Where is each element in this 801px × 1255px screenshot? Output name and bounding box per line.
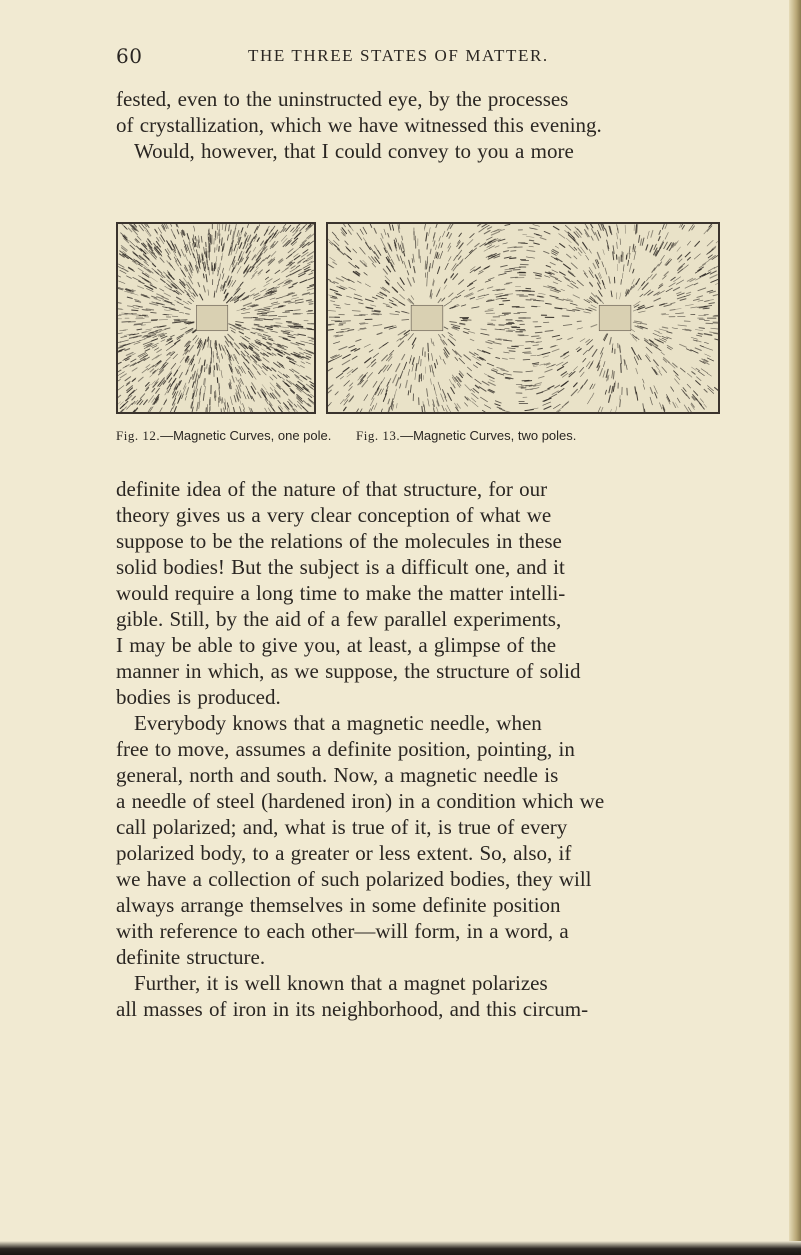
page-number: 60 — [116, 44, 143, 68]
text-line: I may be able to give you, at least, a glimpse of the — [116, 633, 557, 657]
text-line: we have a collection of such polarized bodies, they will — [116, 867, 592, 891]
text-line: polarized body, to a greater or less extent. So, also, if — [116, 841, 572, 865]
iron-filings-pattern — [328, 224, 718, 412]
page-edge — [789, 0, 801, 1255]
text-line: solid bodies! But the subject is a difficult one, and it — [116, 555, 565, 579]
figure-group — [116, 222, 720, 448]
text-line: all masses of iron in its neighborhood, and this circum- — [116, 997, 589, 1021]
text-line: always arrange themselves in some definite position — [116, 893, 561, 917]
text-line: with reference to each other—will form, in a word, a — [116, 919, 569, 943]
paragraph-main — [116, 476, 728, 1022]
text-line: fested, even to the uninstructed eye, by the processes — [116, 87, 569, 111]
magnet-pole — [196, 305, 227, 330]
text-line: definite structure. — [116, 945, 266, 969]
text-line: a needle of steel (hardened iron) in a condition which we — [116, 789, 605, 813]
magnetic-curves-two-poles-illustration — [326, 222, 720, 414]
figure-13-caption — [356, 428, 576, 444]
text-line: free to move, assumes a definite position, pointing, in — [116, 737, 575, 761]
running-header — [116, 44, 728, 74]
text-line: Would, however, that I could convey to you a more — [134, 139, 574, 163]
running-title: THE THREE STATES OF MATTER. — [248, 46, 549, 65]
text-line: of crystallization, which we have witnessed this evening. — [116, 113, 602, 137]
text-line: Further, it is well known that a magnet polarizes — [134, 971, 548, 995]
text-line: general, north and south. Now, a magnetic needle is — [116, 763, 559, 787]
text-line: gible. Still, by the aid of a few parallel experiments, — [116, 607, 562, 631]
paragraph-top — [116, 86, 728, 164]
text-line: manner in which, as we suppose, the structure of solid — [116, 659, 581, 683]
figure-12-caption-text: —Magnetic Curves, one pole. — [160, 428, 332, 443]
magnetic-curves-one-pole-illustration — [116, 222, 316, 414]
text-line: theory gives us a very clear conception of what we — [116, 503, 552, 527]
figure-12-label: Fig. 12. — [116, 428, 161, 443]
figure-13-caption-text: —Magnetic Curves, two poles. — [400, 428, 577, 443]
text-line: Everybody knows that a magnetic needle, when — [134, 711, 542, 735]
figure-13-label: Fig. 13. — [356, 428, 401, 443]
text-line: would require a long time to make the matter intelli- — [116, 581, 566, 605]
text-line: suppose to be the relations of the molecules in these — [116, 529, 562, 553]
figure-12-caption — [116, 428, 331, 444]
magnet-pole — [599, 305, 631, 330]
text-line: bodies is produced. — [116, 685, 281, 709]
text-line: definite idea of the nature of that structure, for our — [116, 477, 548, 501]
magnet-pole — [411, 305, 443, 330]
text-line: call polarized; and, what is true of it, is true of every — [116, 815, 568, 839]
page-bottom-edge — [0, 1241, 801, 1255]
